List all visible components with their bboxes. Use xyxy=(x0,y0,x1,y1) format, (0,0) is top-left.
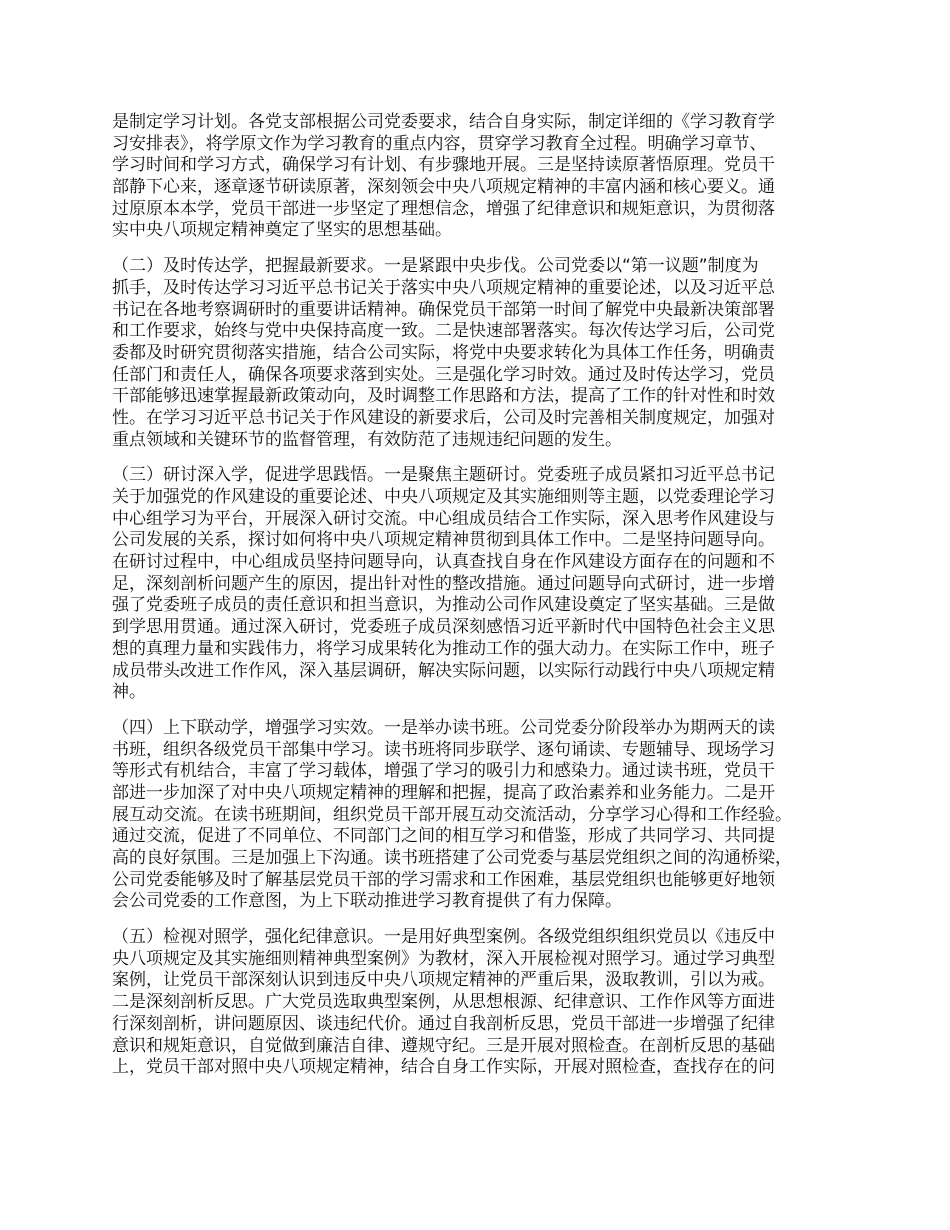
text-line: 是制定学习计划。各党支部根据公司党委要求，结合自身实际，制定详细的《学习教育学 xyxy=(112,112,775,132)
text-line: 等形式有机结合，丰富了学习载体，增强了学习的吸引力和感染力。通过读书班，党员干 xyxy=(112,761,775,782)
text-line: 关于加强党的作风建设的重要论述、中央八项规定及其实施细则等主题，以党委理论学习 xyxy=(112,487,775,507)
text-line: 公司发展的关系，探讨如何将中央八项规定精神贯彻到具体工作中。二是坚持问题导向。 xyxy=(112,530,775,551)
text-line: 重点领域和关键环节的监督管理，有效防范了违规违纪问题的发生。 xyxy=(112,429,622,450)
text-line: 书记在各地考察调研时的重要讲话精神。确保党员干部第一时间了解党中央最新决策部署 xyxy=(112,299,775,320)
text-line: 学习时间和学习方式，确保学习有计划、有步骤地开展。三是坚持读原著悟原理。党员干 xyxy=(112,155,775,176)
text-line: 成员带头改进工作作风，深入基层调研，解决实际问题，以实际行动践行中央八项规定精 xyxy=(112,660,775,681)
text-line: 中心组学习为平台，开展深入研讨交流。中心组成员结合工作实际，深入思考作风建设与 xyxy=(112,508,775,529)
text-line: 部静下心来，逐章逐节研读原著，深刻领会中央八项规定精神的丰富内涵和核心要义。通 xyxy=(112,177,775,198)
paragraph-timely-study xyxy=(112,256,852,451)
text-line: 神。 xyxy=(112,682,146,703)
text-line: 央八项规定及其实施细则精神典型案例》为教材，深入开展检视对照学习。通过学习典型 xyxy=(112,948,775,969)
paragraph-review-study xyxy=(112,927,852,1079)
text-line: 会公司党委的工作意图，为上下联动推进学习教育提供了有力保障。 xyxy=(112,891,622,912)
text-line: 实中央八项规定精神奠定了坚实的思想基础。 xyxy=(112,220,452,241)
text-line: 委都及时研究贯彻落实措施，结合公司实际，将党中央要求转化为具体工作任务，明确责 xyxy=(112,342,775,363)
text-line: 习安排表》，将学原文作为学习教育的重点内容，贯穿学习教育全过程。明确学习章节、 xyxy=(112,133,767,154)
text-line: 公司党委能够及时了解基层党员干部的学习需求和工作困难，基层党组织也能够更好地领 xyxy=(112,869,775,890)
text-line: 书班，组织各级党员干部集中学习。读书班将同步联学、逐句诵读、专题辅导、现场学习 xyxy=(112,739,775,760)
text-line: 上，党员干部对照中央八项规定精神，结合自身工作实际，开展对照检查，查找存在的问 xyxy=(112,1057,775,1078)
text-line: 性。在学习习近平总书记关于作风建设的新要求后，公司及时完善相关制度规定，加强对 xyxy=(112,407,775,428)
text-line: 和工作要求，始终与党中央保持高度一致。二是快速部署落实。每次传达学习后，公司党 xyxy=(112,321,775,342)
text-line: （二）及时传达学，把握最新要求。一是紧跟中央步伐。公司党委以“第一议题”制度为 xyxy=(112,256,759,277)
text-line: 案例，让党员干部深刻认识到违反中央八项规定精神的严重后果，汲取教训，引以为戒。 xyxy=(112,970,775,991)
text-line: 部进一步加深了对中央八项规定精神的理解和把握，提高了政治素养和业务能力。二是开 xyxy=(112,782,775,803)
text-line: 通过交流，促进了不同单位、不同部门之间的相互学习和借鉴，形成了共同学习、共同提 xyxy=(112,826,775,847)
text-line: 足，深刻剖析问题产生的原因，提出针对性的整改措施。通过问题导向式研讨，进一步增 xyxy=(112,573,775,594)
text-line: 过原原本本学，党员干部进一步坚定了理想信念，增强了纪律意识和规矩意识，为贯彻落 xyxy=(112,198,775,219)
paragraph-linked-study xyxy=(112,718,852,913)
text-line: 任部门和责任人，确保各项要求落到实处。三是强化学习时效。通过及时传达学习，党员 xyxy=(112,364,775,385)
text-line: 想的真理力量和实践伟力，将学习成果转化为推动工作的强大动力。在实际工作中，班子 xyxy=(112,638,775,659)
paragraph-in-depth-study xyxy=(112,465,852,704)
text-line: （四）上下联动学，增强学习实效。一是举办读书班。公司党委分阶段举办为期两天的读 xyxy=(112,717,775,738)
text-line: 到学思用贯通。通过深入研讨，党委班子成员深刻感悟习近平新时代中国特色社会主义思 xyxy=(112,617,775,638)
paragraph-study-plan xyxy=(112,112,852,242)
text-line: 强了党委班子成员的责任意识和担当意识，为推动公司作风建设奠定了坚实基础。三是做 xyxy=(112,595,775,616)
text-line: （三）研讨深入学，促进学思践悟。一是聚焦主题研讨。党委班子成员紧扣习近平总书记 xyxy=(112,465,775,486)
text-line: 行深刻剖析，讲问题原因、谈违纪代价。通过自我剖析反思，党员干部进一步增强了纪律 xyxy=(112,1013,775,1034)
text-line: 抓手，及时传达学习习近平总书记关于落实中央八项规定精神的重要论述，以及习近平总 xyxy=(112,277,775,298)
text-line: 干部能够迅速掌握最新政策动向，及时调整工作思路和方法，提高了工作的针对性和时效 xyxy=(112,386,775,407)
text-line: 展互动交流。在读书班期间，组织党员干部开展互动交流活动，分享学习心得和工作经验。 xyxy=(112,804,792,825)
text-line: （五）检视对照学，强化纪律意识。一是用好典型案例。各级党组织组织党员以《违反中 xyxy=(112,927,775,948)
text-line: 在研讨过程中，中心组成员坚持问题导向，认真查找自身在作风建设方面存在的问题和不 xyxy=(112,552,775,573)
document-page xyxy=(112,112,852,1093)
text-line: 二是深刻剖析反思。广大党员选取典型案例，从思想根源、纪律意识、工作作风等方面进 xyxy=(112,992,775,1013)
text-line: 高的良好氛围。三是加强上下沟通。读书班搭建了公司党委与基层党组织之间的沟通桥梁， xyxy=(112,848,792,868)
text-line: 意识和规矩意识，自觉做到廉洁自律、遵规守纪。三是开展对照检查。在剖析反思的基础 xyxy=(112,1035,775,1056)
